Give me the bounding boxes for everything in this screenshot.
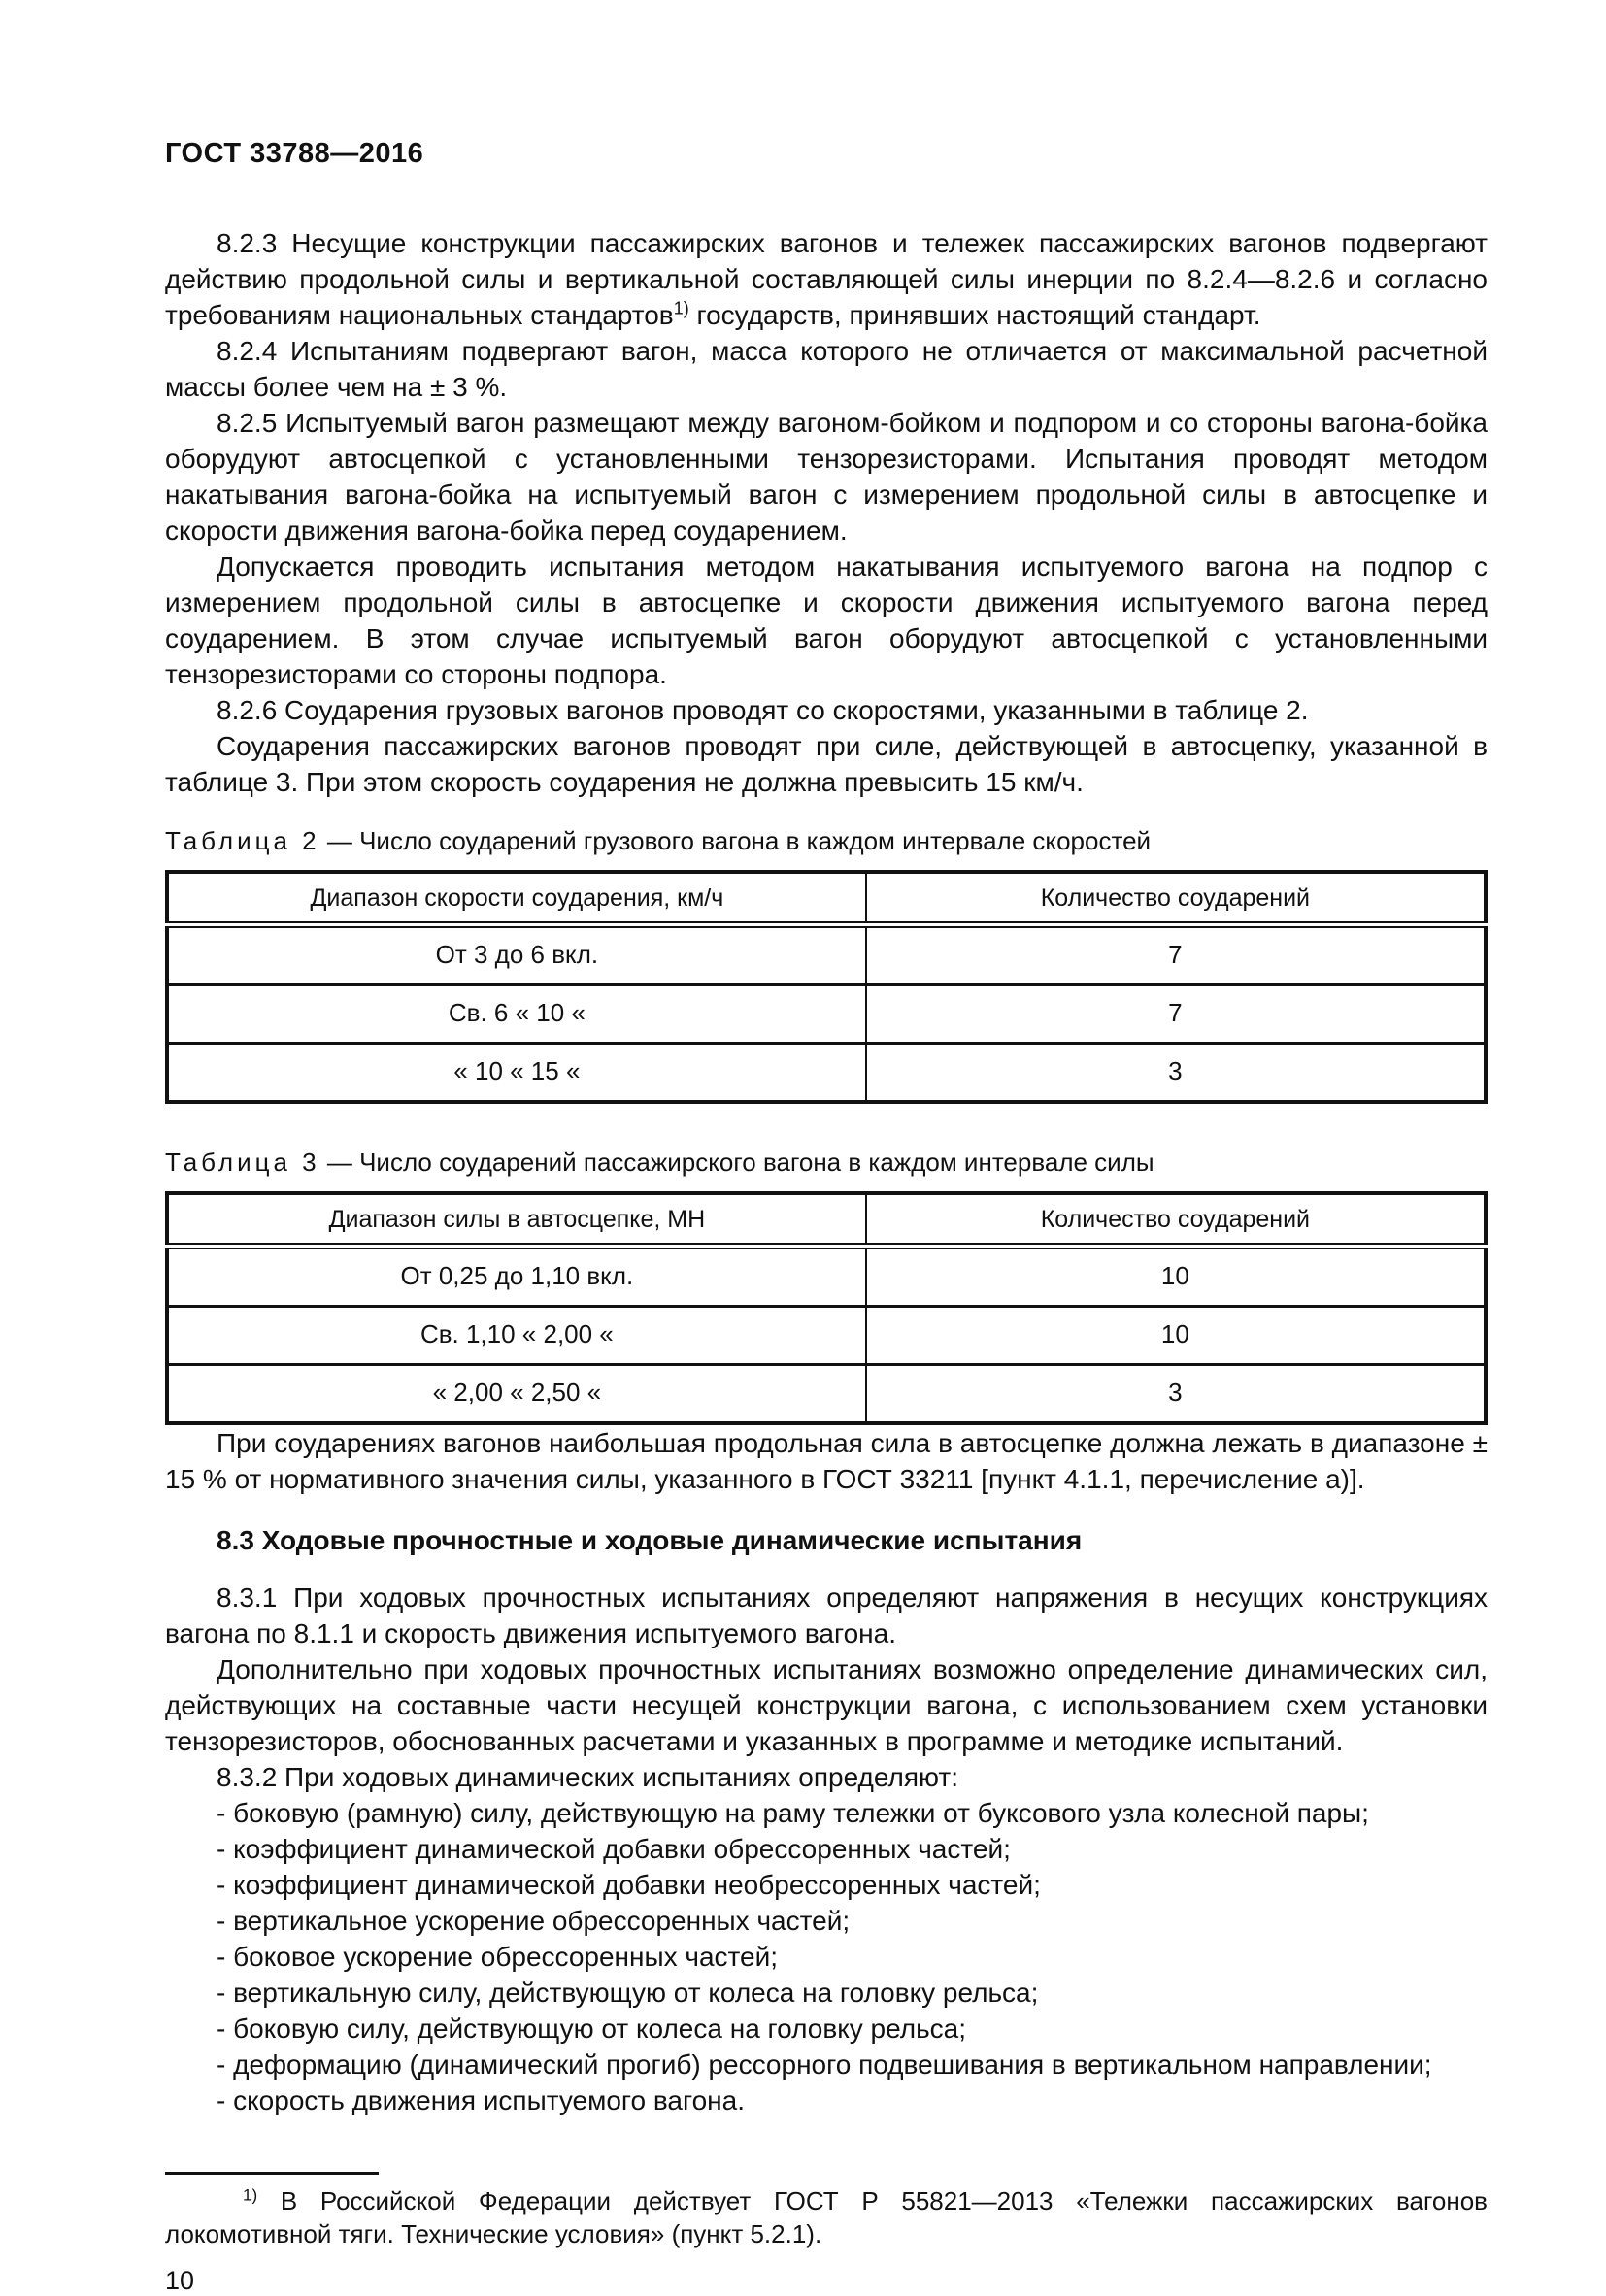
table-cell-speed-range: Св. 6 « 10 «	[167, 985, 866, 1044]
collision-force-table	[165, 1191, 1488, 1425]
table3-caption-label: Таблица 3	[165, 1148, 320, 1177]
paragraph-8-3-2: 8.3.2 При ходовых динамических испытаниях определяют:	[217, 1762, 959, 1792]
list-item: - боковое ускорение обрессоренных частей;	[217, 1942, 779, 1972]
collision-speed-table	[165, 870, 1488, 1104]
table3-caption	[165, 1147, 1488, 1178]
paragraph-8-3-1: 8.3.1 При ходовых прочностных испытаниях определяют напряжения в несущих конструкциях вагона по 8.1.1 и скорость движения испытуемого вагона.	[165, 1582, 1488, 1648]
paragraph-8-2-3	[165, 225, 1488, 333]
footnote-number: 1)	[243, 2185, 258, 2205]
table-row	[167, 985, 1486, 1044]
table2-caption	[165, 825, 1488, 856]
paragraph-text: 8.2.3 Несущие конструкции пассажирских вагонов и тележек пассажирских вагонов подвергают действию продольной силы и вертикальной составляющей силы инерции по 8.2.4—8.2.6 и согласно требованиям национальных стандартов	[165, 228, 1488, 330]
paragraph-8-2-4: 8.2.4 Испытаниям подвергают вагон, масса которого не отличается от максимальной расчетной массы более чем на ± 3 %.	[165, 336, 1488, 402]
table-cell-speed-range: « 10 « 15 «	[167, 1044, 866, 1103]
paragraph-force-range: При соударениях вагонов наибольшая продольная сила в автосцепке должна лежать в диапазоне ± 15 % от нормативного значения силы, указанного в ГОСТ 33211 [пункт 4.1.1, перечисление а)].	[165, 1428, 1488, 1494]
table-cell-collision-count: 3	[866, 1044, 1486, 1103]
table-cell-force-range: Св. 1,10 « 2,00 «	[167, 1307, 866, 1365]
list-item: - вертикальное ускорение обрессоренных частей;	[217, 1906, 851, 1936]
table-cell-collision-count: 7	[866, 985, 1486, 1044]
list-item: - коэффициент динамической добавки обрессоренных частей;	[217, 1834, 1011, 1864]
table-cell-collision-count: 7	[866, 925, 1486, 985]
paragraph-8-3-1-additional: Дополнительно при ходовых прочностных испытаниях возможно определение динамических сил, действующих на составные части несущей конструкции вагона, с использованием схем установки тензорезисторов, обоснованных расчетами и указанных в программе и методике испытаний.	[165, 1654, 1488, 1756]
table-cell-speed-range: От 3 до 6 вкл.	[167, 925, 866, 985]
table2-caption-text: — Число соударений грузового вагона в каждом интервале скоростей	[326, 826, 1152, 855]
table-cell-collision-count: 10	[866, 1307, 1486, 1365]
page-number: 10	[165, 2266, 195, 2295]
column-header-force-range: Диапазон силы в автосцепке, МН	[167, 1193, 866, 1247]
column-header-speed-range: Диапазон скорости соударения, км/ч	[167, 872, 866, 925]
table-cell-force-range: « 2,00 « 2,50 «	[167, 1365, 866, 1424]
column-header-collision-count: Количество соударений	[866, 872, 1486, 925]
list-item: - деформацию (динамический прогиб) рессорного подвешивания в вертикальном направлении;	[217, 2049, 1432, 2080]
table2-caption-label: Таблица 2	[165, 826, 320, 855]
measured-parameters-list	[165, 1795, 1488, 2118]
footnote-text	[165, 2184, 1488, 2250]
paragraph-8-2-5: 8.2.5 Испытуемый вагон размещают между вагоном-бойком и подпором и со стороны вагона-бойка оборудуют автосцепкой с установленными тензорезисторами. Испытания проводят методом накатывания вагона-бойка на испытуемый вагон с измерением продольной силы в автосцепке и скорости движения вагона-бойка перед соударением.	[165, 408, 1488, 546]
paragraph-8-2-5-allowance: Допускается проводить испытания методом накатывания испытуемого вагона на подпор с измерением продольной силы в автосцепке и скорости движения испытуемого вагона перед соударением. В этом случае испытуемый вагон оборудуют автосцепкой с установленными тензорезисторами со стороны подпора.	[165, 551, 1488, 689]
footnote-reference-mark: 1)	[673, 298, 689, 318]
document-title: ГОСТ 33788—2016	[165, 138, 424, 169]
paragraph-8-2-6: 8.2.6 Соударения грузовых вагонов проводят со скоростями, указанными в таблице 2.	[217, 695, 1309, 725]
list-item: - вертикальную силу, действующую от колеса на головку рельса;	[217, 1978, 1039, 2008]
column-header-collision-count: Количество соударений	[866, 1193, 1486, 1247]
list-item: - боковую силу, действующую от колеса на головку рельса;	[217, 2013, 967, 2044]
table-cell-collision-count: 3	[866, 1365, 1486, 1424]
table-cell-force-range: От 0,25 до 1,10 вкл.	[167, 1247, 866, 1307]
list-item: - боковую (рамную) силу, действующую на раму тележки от буксового узла колесной пары;	[217, 1798, 1369, 1828]
table-header-row	[167, 872, 1486, 925]
table-row	[167, 925, 1486, 985]
list-item: - коэффициент динамической добавки необрессоренных частей;	[217, 1870, 1041, 1900]
paragraph-8-2-6-passenger: Соударения пассажирских вагонов проводят при силе, действующей в автосцепку, указанной в таблице 3. При этом скорость соударения не должна превысить 15 км/ч.	[165, 731, 1488, 797]
section-heading-8-3: 8.3 Ходовые прочностные и ходовые динамические испытания	[217, 1525, 1083, 1555]
footnote-body: В Российской Федерации действует ГОСТ Р 55821—2013 «Тележки пассажирских вагонов локомотивной тяги. Технические условия» (пункт 5.2.1).	[165, 2186, 1488, 2248]
table-cell-collision-count: 10	[866, 1247, 1486, 1307]
table-row	[167, 1247, 1486, 1307]
table3-caption-text: — Число соударений пассажирского вагона в каждом интервале силы	[326, 1148, 1154, 1177]
table-row	[167, 1365, 1486, 1424]
paragraph-text: государств, принявших настоящий стандарт.	[688, 300, 1261, 330]
footnote-block	[165, 2172, 1488, 2250]
table-header-row	[167, 1193, 1486, 1247]
footnote-divider	[165, 2172, 379, 2175]
table-row	[167, 1044, 1486, 1103]
table-row	[167, 1307, 1486, 1365]
list-item: - скорость движения испытуемого вагона.	[217, 2085, 745, 2115]
